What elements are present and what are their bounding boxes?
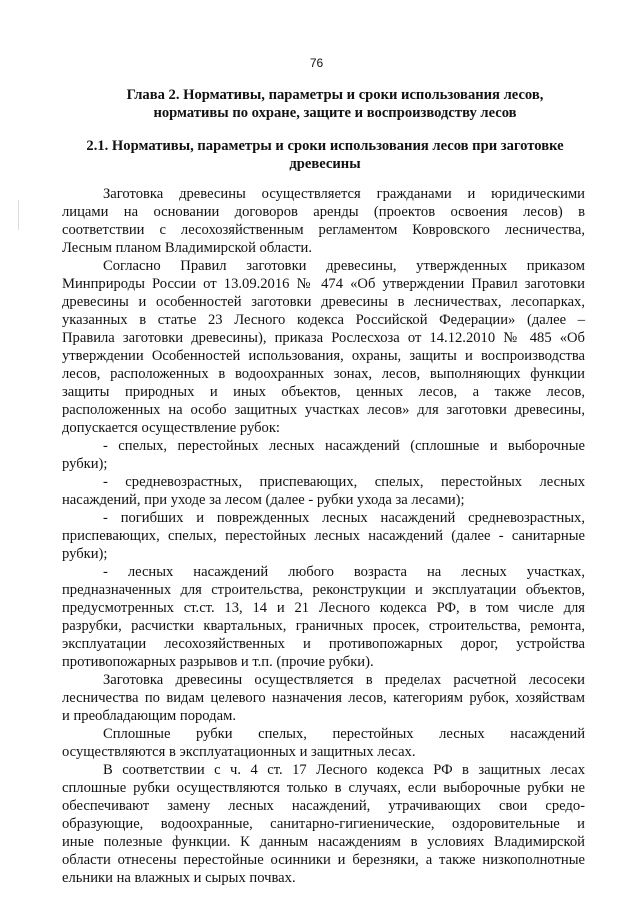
paragraph bbox=[62, 257, 585, 437]
paragraph-line: образующие, водоохранные, санитарно-гигиенические, оздоровительные и bbox=[62, 816, 585, 832]
paragraph-line: утверждении Особенностей использования, охраны, защиты и воспроизводства bbox=[62, 348, 585, 364]
paragraph-line: осуществляются в эксплуатационных и защитных лесах. bbox=[62, 744, 416, 760]
chapter-title-line: нормативы по охране, защите и воспроизводству лесов bbox=[153, 105, 517, 121]
paragraph-line: предназначенных для строительства, реконструкции и эксплуатации объектов, bbox=[62, 582, 585, 598]
section-title-line: древесины bbox=[289, 156, 361, 172]
paragraph-line: предусмотренных ст.ст. 13, 14 и 21 Лесного кодекса РФ, в том числе для bbox=[62, 600, 585, 616]
paragraph-line: насаждений, при уходе за лесом (далее - рубки ухода за лесами); bbox=[62, 492, 465, 508]
paragraph-line: приспевающих, спелых, перестойных лесных насаждений (далее - санитарные bbox=[62, 528, 585, 544]
paragraph-line: древесины и особенностей заготовки древесины в лесничествах, лесопарках, bbox=[62, 294, 585, 310]
paragraph-line: обеспечивают замену лесных насаждений, утрачивающих свои средо- bbox=[62, 798, 585, 814]
paragraph-line: Сплошные рубки спелых, перестойных лесных насаждений bbox=[103, 726, 585, 742]
paragraph-line: лесов, расположенных в водоохранных зонах, лесов, выполняющих функции bbox=[62, 366, 585, 382]
paragraph-line: - лесных насаждений любого возраста на лесных участках, bbox=[103, 564, 585, 580]
paragraph-line: - средневозрастных, приспевающих, спелых, перестойных лесных bbox=[103, 474, 585, 490]
paragraph-line: соответствии с лесохозяйственным регламентом Ковровского лесничества, bbox=[62, 222, 585, 238]
paragraph bbox=[62, 509, 585, 563]
paragraph-line: расположенных на особо защитных участках лесов» для заготовки древесины, bbox=[62, 402, 585, 418]
paragraph-line: ельники на влажных и сырых почвах. bbox=[62, 870, 296, 886]
paragraph-line: - погибших и поврежденных лесных насаждений средневозрастных, bbox=[103, 510, 585, 526]
section-title bbox=[60, 137, 590, 173]
paragraph bbox=[62, 671, 585, 725]
paragraph-line: - спелых, перестойных лесных насаждений (сплошные и выборочные bbox=[103, 438, 585, 454]
paragraph-line: Лесным планом Владимирской области. bbox=[62, 240, 312, 256]
paragraph-line: Правила заготовки древесины), приказа Рослесхоза от 14.12.2010 № 485 «Об bbox=[62, 330, 585, 346]
paragraph bbox=[62, 185, 585, 257]
paragraph bbox=[62, 563, 585, 671]
paragraph-line: иные полезные функции. К данным насаждениям в условиях Владимирской bbox=[62, 834, 585, 850]
paragraph-line: рубки); bbox=[62, 456, 108, 472]
document-body bbox=[62, 185, 585, 887]
paragraph-line: Заготовка древесины осуществляется в пределах расчетной лесосеки bbox=[103, 672, 585, 688]
paragraph-line: указанных в статье 23 Лесного кодекса Российской Федерации» (далее – bbox=[62, 312, 585, 328]
paragraph bbox=[62, 437, 585, 473]
section-title-line: 2.1. Нормативы, параметры и сроки использования лесов при заготовке bbox=[86, 138, 564, 154]
paragraph-line: В соответствии с ч. 4 ст. 17 Лесного кодекса РФ в защитных лесах bbox=[103, 762, 585, 778]
paragraph-line: лесничества по видам целевого назначения лесов, категориям рубок, хозяйствам bbox=[62, 690, 585, 706]
paragraph-line: рубки); bbox=[62, 546, 108, 562]
paragraph-line: Заготовка древесины осуществляется гражданами и юридическими bbox=[103, 186, 585, 202]
paragraph-line: лицами на основании договоров аренды (проектов освоения лесов) в bbox=[62, 204, 585, 220]
chapter-title-line: Глава 2. Нормативы, параметры и сроки использования лесов, bbox=[126, 87, 544, 103]
paragraph-line: допускается осуществление рубок: bbox=[62, 420, 280, 436]
paragraph-line: Согласно Правил заготовки древесины, утвержденных приказом bbox=[103, 258, 585, 274]
paragraph bbox=[62, 725, 585, 761]
paragraph-line: и преобладающим породам. bbox=[62, 708, 236, 724]
paragraph bbox=[62, 473, 585, 509]
paragraph-line: сплошные рубки осуществляются только в случаях, если выборочные рубки не bbox=[62, 780, 585, 796]
scan-margin-mark bbox=[18, 200, 19, 230]
paragraph-line: противопожарных разрывов и т.п. (прочие рубки). bbox=[62, 654, 374, 670]
paragraph bbox=[62, 761, 585, 887]
paragraph-line: разрубки, расчистки квартальных, граничных просек, строительства, ремонта, bbox=[62, 618, 585, 634]
page-number: 76 bbox=[309, 56, 324, 70]
chapter-title bbox=[100, 86, 570, 122]
paragraph-line: области отнесены перестойные осинники и березняки, а также низкополнотные bbox=[62, 852, 585, 868]
paragraph-line: защиты природных и иных объектов, ценных лесов, а также лесов, bbox=[62, 384, 585, 400]
paragraph-line: Минприроды России от 13.09.2016 № 474 «Об утверждении Правил заготовки bbox=[62, 276, 585, 292]
paragraph-line: эксплуатации лесохозяйственных и противопожарных дорог, устройства bbox=[62, 636, 585, 652]
